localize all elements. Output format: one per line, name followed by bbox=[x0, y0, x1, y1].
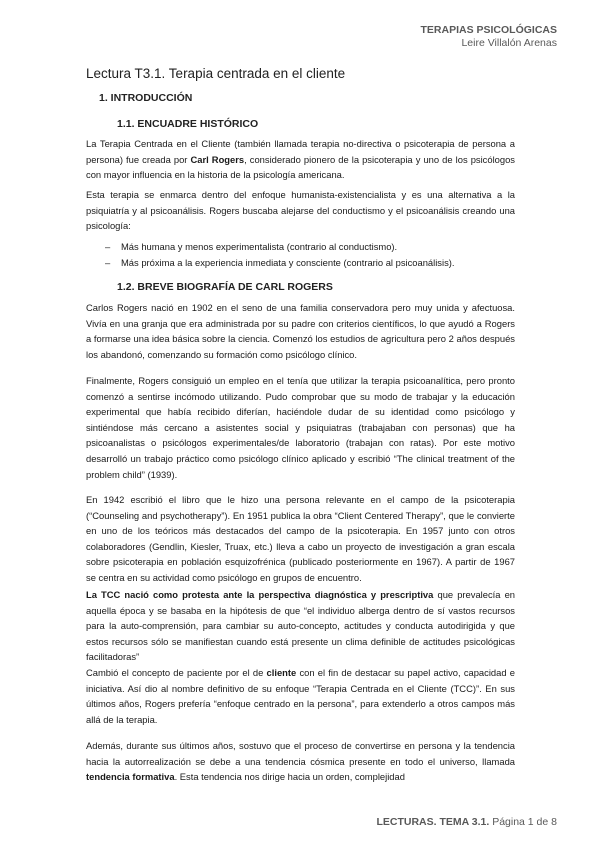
section-heading-introduccion: 1. INTRODUCCIÓN bbox=[99, 92, 193, 104]
list-item: – Más humana y menos experimentalista (contrario al conductismo). bbox=[105, 239, 525, 255]
subsection-heading-encuadre: 1.1. ENCUADRE HISTÓRICO bbox=[117, 118, 259, 130]
footer-label: LECTURAS. TEMA 3.1. bbox=[376, 816, 490, 828]
paragraph-1: La Terapia Centrada en el Cliente (también llamada terapia no-directiva o psicoterapia de persona a persona) fue creada por Carl Rogers, considerado pionero de la psicoterapia y uno de los psicólogos con mayor influencia en la historia de la psicología americana. bbox=[86, 138, 515, 181]
paragraph-6: La TCC nació como protesta ante la perspectiva diagnóstica y prescriptiva que prevalecía en aquella época y se basaba en la hipótesis de que “el individuo alberga dentro de sí vastos recursos para la auto-comprensión, para cambiar su auto-concepto, actitudes y conducta autodirigida y que estos recursos sólo se manifiestan cuando está presente un clima definible de actitudes psicológicas facilitadoras” bbox=[86, 589, 516, 663]
paragraph-3: Carlos Rogers nació en 1902 en el seno de una familia conservadora pero muy unida y afectuosa. Vivía en una granja que era administrada por su padre con criterios científicos, lo que ayudó a Rogers a formarse una idea básica sobre la ciencia. Comenzó los estudios de agricultura pero 2 años después los abandonó, comenzando su formación como psicólogo clínico. bbox=[86, 302, 515, 360]
course-title: TERAPIAS PSICOLÓGICAS bbox=[420, 24, 557, 36]
document-title: Lectura T3.1. Terapia centrada en el cliente bbox=[86, 66, 346, 81]
page-header bbox=[420, 24, 557, 50]
author-name: Leire Villalón Arenas bbox=[461, 37, 557, 49]
paragraph-2: Esta terapia se enmarca dentro del enfoque humanista-existencialista y es una alternativa a la psiquiatría y al psicoanálisis. Rogers buscaba alejarse del conductismo y el psicoanálisis creando una psicología: bbox=[86, 189, 515, 232]
paragraph-7: Cambió el concepto de paciente por el de cliente con el fin de destacar su papel activo, capacidad e iniciativa. Así dio al nombre definitivo de su enfoque “Terapia Centrada en el Cliente (TCC)”. En sus últimos años, Rogers prefería “enfoque centrado en la persona”, para extenderlo a otros campos más allá de la terapia. bbox=[86, 667, 515, 725]
paragraph-8: Además, durante sus últimos años, sostuvo que el proceso de convertirse en persona y la tendencia hacia la autorrealización se debe a una tendencia cósmica presente en todo el universo, llamada tendencia formativa. Esta tendencia nos dirige hacia un orden, complejidad bbox=[86, 740, 515, 783]
list-item: – Más próxima a la experiencia inmediata y consciente (contrario al psicoanálisis). bbox=[105, 255, 525, 271]
page-number: Página 1 de 8 bbox=[492, 816, 557, 828]
bullet-list bbox=[105, 239, 525, 270]
subsection-heading-biografia: 1.2. BREVE BIOGRAFÍA DE CARL ROGERS bbox=[117, 281, 333, 293]
paragraph-5: En 1942 escribió el libro que le hizo una persona relevante en el campo de la psicoterapia (“Counseling and psychotherapy”). En 1951 publica la obra “Client Centered Therapy”, que le convierte en uno de los teóricos más destacados del campo de la psicoterapia. En 1957 junto con otros colaboradores (Gendlin, Kiesler, Truax, etc.) lleva a cabo un proyecto de investigación a gran escala sobre psicoterapia en población esquizofrénica (publicado posteriormente en 1967). A partir de 1967 se centra en su actividad como psicólogo en grupos de encuentro. bbox=[86, 494, 515, 583]
page-footer bbox=[376, 816, 557, 828]
paragraph-4: Finalmente, Rogers consiguió un empleo en el tenía que utilizar la terapia psicoanalítica, pero pronto comenzó a sentirse incómodo utilizando. Pudo comprobar que su modo de trabajar y la educación experimental que había recibido diferían, haciéndole dudar de su identidad como psicólogo y sintiéndose más cercano a asistentes social y psiquiatras (trabajaban con personas) que ha psicoanalistas o psicólogos experimentales/de laboratorio (trabajan con ratas). Por este motivo desarrolló un trabajo práctico como psicólogo clínico aplicado y escribió “The clinical treatment of the problem child” (1939). bbox=[86, 375, 515, 480]
